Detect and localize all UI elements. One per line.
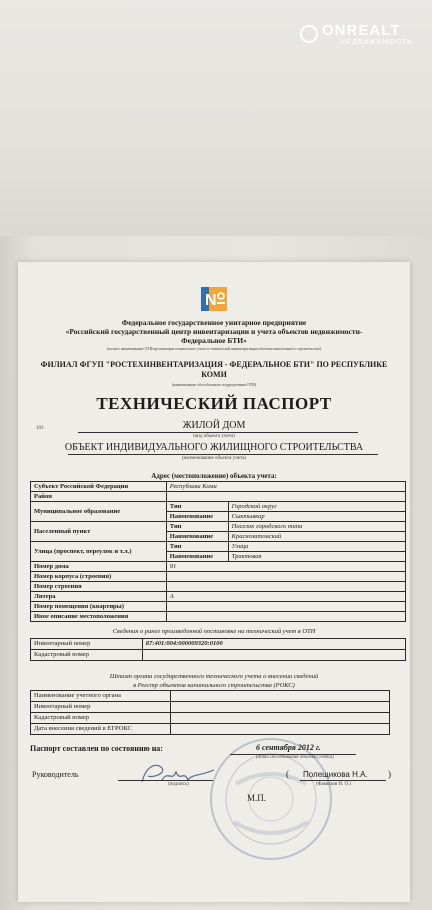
branch-line-1: ФИЛИАЛ ФГУП "РОСТЕХИНВЕНТАРИЗАЦИЯ - ФЕДЕРАЛЬНОЕ БТИ" ПО РЕСПУБЛИКЕ bbox=[40, 360, 388, 369]
name-caption: (Фамилия И. О.) bbox=[316, 782, 352, 787]
head-name: Полещикова Н.А. bbox=[303, 770, 368, 779]
passport-date: 6 сентября 2012 г. bbox=[256, 743, 321, 752]
document-page bbox=[18, 262, 410, 902]
settlement-type-label: Тип bbox=[166, 522, 228, 532]
table-row bbox=[31, 612, 406, 622]
watermark-logo-icon bbox=[300, 25, 318, 43]
street-name-value: Трактовая bbox=[228, 552, 405, 562]
roks-row-value bbox=[170, 691, 389, 702]
object-name-caption: (наименование объекта учета) bbox=[181, 456, 247, 461]
org-line-3: Федеральное БТИ» bbox=[181, 336, 247, 345]
roks-table bbox=[30, 690, 390, 735]
table-row bbox=[31, 691, 390, 702]
municipal-name-value: Сыктывкар bbox=[228, 512, 405, 522]
inventory-label: Инвентарный номер bbox=[31, 639, 143, 650]
municipal-name-label: Наименование bbox=[166, 512, 228, 522]
object-name-line bbox=[68, 454, 378, 455]
table-row bbox=[31, 572, 406, 582]
cadastral-value bbox=[142, 650, 405, 661]
table-row bbox=[31, 502, 406, 512]
district-label: Район bbox=[31, 492, 167, 502]
paren-open: ( bbox=[286, 769, 289, 779]
structure-label: Номер строения bbox=[31, 582, 167, 592]
other-value bbox=[166, 612, 405, 622]
roks-row-label: Дата внесения сведений в ЕГРОКС bbox=[31, 724, 171, 735]
org-caption: (полное наименование ОТИ/организации технического учета и технической инвентаризации объектов капитального строительства) bbox=[107, 347, 321, 351]
roks-row-label: Инвентарный номер bbox=[31, 702, 171, 713]
bti-logo-icon bbox=[201, 287, 227, 311]
district-value bbox=[166, 492, 405, 502]
table-row bbox=[31, 592, 406, 602]
street-type-value: Улица bbox=[228, 542, 405, 552]
roks-heading-2: в Реестр объектов капитального строительства (РОКС) bbox=[133, 682, 295, 689]
roks-heading-1: Штамп органа государственного технического учета о внесении сведений bbox=[109, 673, 319, 680]
roks-row-label: Кадастровый номер bbox=[31, 713, 171, 724]
table-row bbox=[31, 602, 406, 612]
date-caption: (дата обследования объекта учета) bbox=[256, 755, 334, 760]
table-row bbox=[31, 492, 406, 502]
branch-line-2: КОМИ bbox=[201, 370, 227, 379]
other-label: Иное описание местоположения bbox=[31, 612, 167, 622]
state-label: Паспорт составлен по состоянию на: bbox=[30, 744, 163, 753]
subject-value: Республика Коми bbox=[166, 482, 405, 492]
table-row bbox=[31, 542, 406, 552]
table-row bbox=[31, 713, 390, 724]
watermark-subtitle: НЕДВИЖИМОСТЬ bbox=[340, 39, 413, 46]
building-label: Номер корпуса (строения) bbox=[31, 572, 167, 582]
inventory-value: 87:401:004:000009320:0100 bbox=[142, 639, 405, 650]
address-heading: Адрес (местоположение) объекта учета: bbox=[151, 472, 277, 480]
street-name-label: Наименование bbox=[166, 552, 228, 562]
letter-label: Литера bbox=[31, 592, 167, 602]
table-row bbox=[31, 639, 406, 650]
street-label: Улица (проспект, переулок и т.л.) bbox=[31, 542, 167, 562]
table-row bbox=[31, 562, 406, 572]
watermark bbox=[300, 22, 426, 48]
org-line-1: Федеральное государственное унитарное предприятие bbox=[121, 318, 307, 327]
table-row bbox=[31, 582, 406, 592]
house-label: Номер дома bbox=[31, 562, 167, 572]
municipal-type-value: Городской округ bbox=[228, 502, 405, 512]
roks-row-value bbox=[170, 713, 389, 724]
table-row bbox=[31, 650, 406, 661]
roks-row-value bbox=[170, 702, 389, 713]
street-type-label: Тип bbox=[166, 542, 228, 552]
object-type-line bbox=[78, 432, 358, 433]
signature-caption: (подпись) bbox=[168, 782, 189, 787]
room-label: Номер помещения (квартиры) bbox=[31, 602, 167, 612]
head-label: Руководитель bbox=[32, 770, 79, 779]
signature-line bbox=[118, 780, 213, 781]
seal-place-label: М.П. bbox=[247, 793, 267, 803]
name-line bbox=[300, 780, 386, 781]
registration-heading: Сведения о ранее произведенной постановке на технический учет в ОТИ bbox=[112, 628, 316, 635]
settlement-label: Населенный пункт bbox=[31, 522, 167, 542]
settlement-name-label: Наименование bbox=[166, 532, 228, 542]
settlement-name-value: Краснозатонский bbox=[228, 532, 405, 542]
house-value: 91 bbox=[166, 562, 405, 572]
structure-value bbox=[166, 582, 405, 592]
table-row bbox=[31, 522, 406, 532]
address-table bbox=[30, 481, 406, 622]
municipal-label: Муниципальное образование bbox=[31, 502, 167, 522]
room-value bbox=[166, 602, 405, 612]
branch-caption: (наименование обособленного подразделения ОТИ) bbox=[171, 383, 257, 387]
cadastral-label: Кадастровый номер bbox=[31, 650, 143, 661]
document-title: ТЕХНИЧЕСКИЙ ПАСПОРТ bbox=[96, 394, 332, 413]
object-type-caption: (вид объекта учета) bbox=[193, 434, 235, 439]
org-line-2: «Российский государственный центр инвентаризации и учета объектов недвижимости- bbox=[65, 327, 363, 336]
object-name: ОБЪЕКТ ИНДИВИДУАЛЬНОГО ЖИЛИЩНОГО СТРОИТЕЛЬСТВА bbox=[64, 442, 364, 453]
roks-row-value bbox=[170, 724, 389, 735]
municipal-type-label: Тип bbox=[166, 502, 228, 512]
letter-value: А bbox=[166, 592, 405, 602]
table-row bbox=[31, 702, 390, 713]
table-row bbox=[31, 724, 390, 735]
watermark-brand: ONREALT bbox=[322, 22, 401, 39]
svg-text:N: N bbox=[205, 292, 217, 309]
registration-table bbox=[30, 638, 406, 661]
roks-row-label: Наименование учетного органа bbox=[31, 691, 171, 702]
paren-close: ) bbox=[388, 769, 391, 779]
table-row bbox=[31, 482, 406, 492]
document-code: 103 bbox=[36, 426, 44, 431]
settlement-type-value: Поселок городского типа bbox=[228, 522, 405, 532]
object-type: ЖИЛОЙ ДОМ bbox=[182, 420, 246, 431]
building-value bbox=[166, 572, 405, 582]
subject-label: Субъект Российской Федерации bbox=[31, 482, 167, 492]
